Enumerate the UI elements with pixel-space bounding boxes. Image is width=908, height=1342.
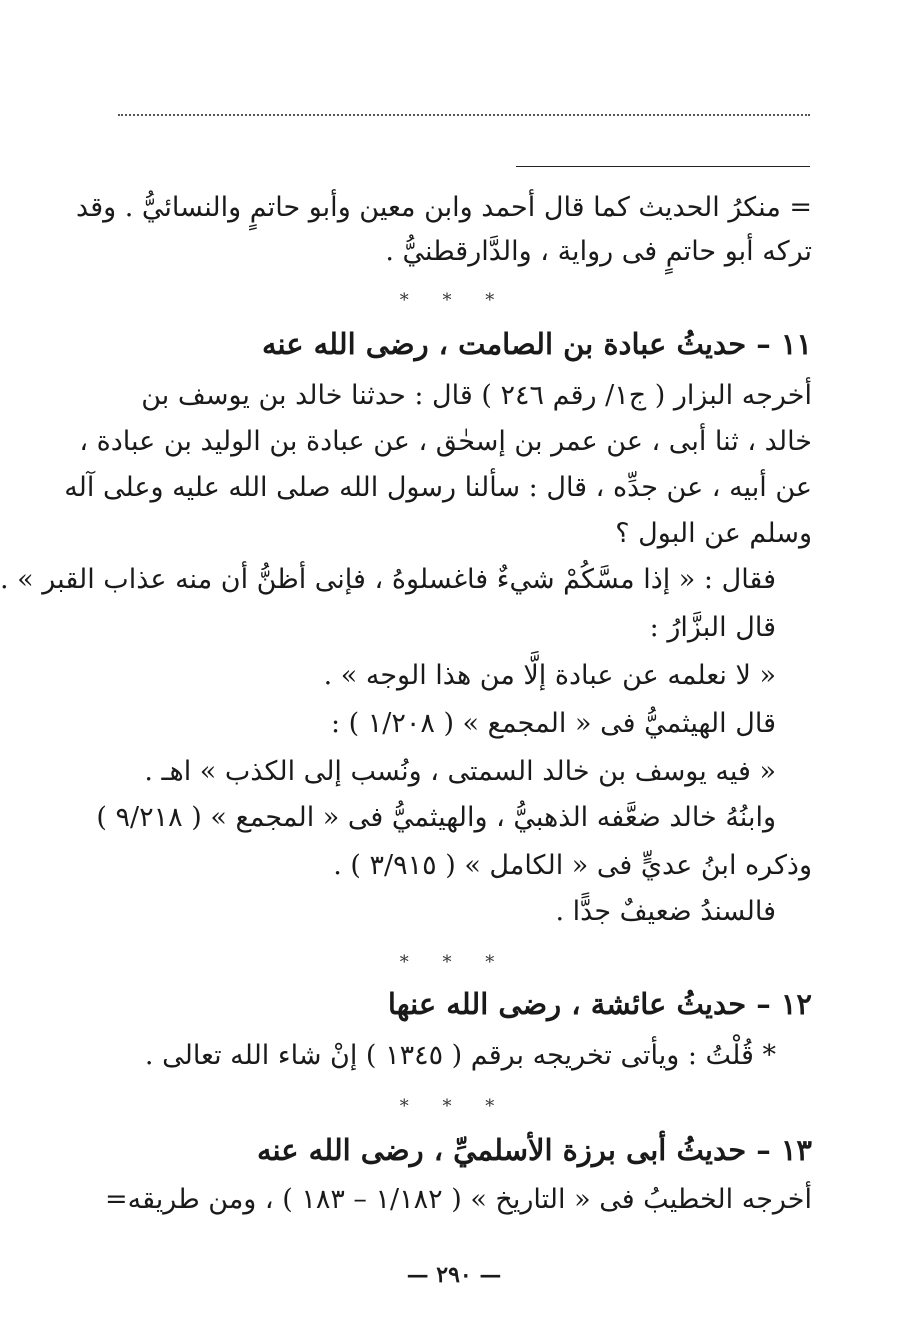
section-11-line: وذكره ابنُ عديٍّ فى « الكامل » ( ٣/٩١٥ ) . — [333, 850, 812, 881]
section-11-line: وسلم عن البول ؟ — [615, 518, 812, 549]
section-13-heading: ١٣ – حديثُ أبى برزة الأسلميِّ ، رضى الله عنه — [256, 1133, 812, 1167]
section-11-line: قال البزَّارُ : — [649, 612, 776, 643]
section-divider-stars: * * * — [399, 290, 509, 311]
section-11-line: وابنُهُ خالد ضعَّفه الذهبيُّ ، والهيثميُّ فى « المجمع » ( ٩/٢١٨ ) — [96, 802, 776, 833]
section-divider-stars: * * * — [399, 1096, 509, 1117]
section-divider-stars: * * * — [399, 952, 509, 973]
section-11-line: قال الهيثميُّ فى « المجمع » ( ١/٢٠٨ ) : — [330, 708, 776, 739]
section-12-note: * قُلْتُ : ويأتى تخريجه برقم ( ١٣٤٥ ) إنْ شاء الله تعالى . — [144, 1040, 776, 1071]
header-dotted-rule — [118, 114, 810, 116]
section-11-line: أخرجه البزار ( ج١/ رقم ٢٤٦ ) قال : حدثنا خالد بن يوسف بن — [141, 380, 812, 411]
page-number: — ٢٩٠ — — [406, 1262, 502, 1288]
footnote-separator-rule — [516, 166, 810, 167]
section-12-heading: ١٢ – حديثُ عائشة ، رضى الله عنها — [387, 987, 812, 1021]
footnote-line-1: = منكرُ الحديث كما قال أحمد وابن معين وأبو حاتمٍ والنسائيُّ . وقد — [76, 192, 812, 223]
section-13-line: أخرجه الخطيبُ فى « التاريخ » ( ١/١٨٢ – ١٨٣ ) ، ومن طريقه= — [105, 1184, 812, 1215]
section-11-heading: ١١ – حديثُ عبادة بن الصامت ، رضى الله عنه — [261, 327, 812, 361]
quoted-remark: « لا نعلمه عن عبادة إلَّا من هذا الوجه » . — [323, 660, 776, 691]
verdict-line: فالسندُ ضعيفٌ جدًّا . — [555, 896, 776, 927]
section-11-line: خالد ، ثنا أبى ، عن عمر بن إسحٰق ، عن عبادة بن الوليد بن عبادة ، — [79, 426, 812, 457]
section-11-line: عن أبيه ، عن جدِّه ، قال : سألنا رسول الله صلى الله عليه وعلى آله — [64, 472, 812, 503]
hadith-text: فقال : « إذا مسَّكُمْ شيءٌ فاغسلوهُ ، فإنى أظنُّ أن منه عذاب القبر » . — [0, 564, 776, 595]
quoted-remark: « فيه يوسف بن خالد السمتى ، ونُسب إلى الكذب » اهـ . — [144, 756, 776, 787]
footnote-line-2: تركه أبو حاتمٍ فى رواية ، والدَّارقطنيُّ . — [385, 236, 812, 267]
